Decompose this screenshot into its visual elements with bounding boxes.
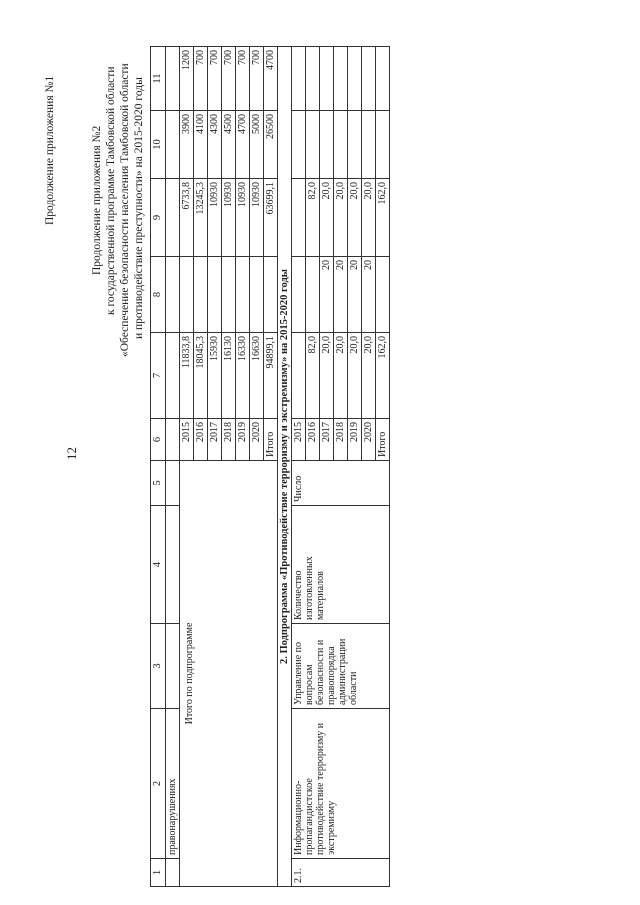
col-number: 10: [151, 111, 166, 179]
itogo-c9: 10930: [222, 179, 236, 257]
itogo-c9: 6733,8: [180, 179, 194, 257]
itogo-c9: 63699,1: [264, 179, 278, 257]
itogo-year: 2016: [194, 419, 208, 461]
page-number: 12: [64, 447, 79, 460]
appendix-line-1: Продолжение приложения №2: [91, 125, 103, 275]
item-year: 2017: [320, 419, 334, 461]
item-row: [292, 47, 306, 887]
item-c9: 82,0: [306, 179, 320, 257]
item-c6: 20: [334, 257, 348, 333]
continuation-row: [166, 47, 180, 887]
item-c7: 82,0: [306, 333, 320, 419]
itogo-c9: 10930: [236, 179, 250, 257]
item-executor: Управление по вопросам безопасности и правопорядка администрации области: [292, 624, 390, 709]
item-c7: [292, 333, 306, 419]
itogo-year: 2015: [180, 419, 194, 461]
subprogram-title: 2. Подпрограмма «Противодействие терроризму и экстремизму» на 2015-2020 годы: [278, 47, 292, 887]
itogo-c9: 13245,3: [194, 179, 208, 257]
item-year: 2016: [306, 419, 320, 461]
itogo-c7: 16330: [236, 333, 250, 419]
col-number: 3: [151, 624, 166, 709]
itogo-c10: 3900: [180, 111, 194, 179]
item-c7: 20,0: [348, 333, 362, 419]
cont-row-text: правонарушениях: [166, 709, 180, 859]
continuation-note: Продолжение приложения №1: [44, 75, 56, 225]
itogo-c9: 10930: [250, 179, 264, 257]
itogo-c7: 16630: [250, 333, 264, 419]
item-year: 2018: [334, 419, 348, 461]
itogo-year: 2020: [250, 419, 264, 461]
item-name: Информационно-пропагандистское противодействие терроризму и экстремизму: [292, 709, 390, 859]
itogo-c11: 4700: [264, 47, 278, 111]
itogo-c11: 1200: [180, 47, 194, 111]
itogo-label: Итого по подпрограмме: [180, 461, 278, 887]
itogo-c7: 94899,1: [264, 333, 278, 419]
itogo-c10: 4700: [236, 111, 250, 179]
col-number: 1: [151, 859, 166, 887]
col-number: 5: [151, 461, 166, 506]
appendix-line-3: «Обеспечение безопасности населения Тамбовской области: [119, 63, 131, 357]
item-c9: 20,0: [362, 179, 376, 257]
itogo-year: Итого: [264, 419, 278, 461]
item-year: 2019: [348, 419, 362, 461]
item-year: 2020: [362, 419, 376, 461]
itogo-year: 2019: [236, 419, 250, 461]
itogo-c9: 10930: [208, 179, 222, 257]
itogo-c7: 11833,8: [180, 333, 194, 419]
itogo-c11: 700: [236, 47, 250, 111]
col-number: 2: [151, 709, 166, 859]
itogo-c7: 16130: [222, 333, 236, 419]
appendix-line-2: к государственной программе Тамбовской области: [105, 66, 117, 315]
col-number: 8: [151, 257, 166, 333]
item-c9: 162,0: [376, 179, 390, 257]
item-c6: 20: [362, 257, 376, 333]
item-number: 2.1.: [292, 859, 390, 887]
item-c7: 20,0: [362, 333, 376, 419]
item-c9: 20,0: [320, 179, 334, 257]
col-number: 6: [151, 419, 166, 461]
column-number-row: [151, 47, 166, 887]
col-number: 9: [151, 179, 166, 257]
itogo-year: 2017: [208, 419, 222, 461]
itogo-c7: 15930: [208, 333, 222, 419]
appendix-line-4: и противодействие преступности» на 2015-2020 годы: [133, 77, 145, 339]
itogo-c11: 700: [222, 47, 236, 111]
item-c7: 162,0: [376, 333, 390, 419]
itogo-c10: 4300: [208, 111, 222, 179]
item-c6: 20: [348, 257, 362, 333]
item-indicator: Количество изготовленных материалов: [292, 506, 390, 624]
program-table: [150, 46, 390, 887]
itogo-c11: 700: [208, 47, 222, 111]
itogo-row: [180, 47, 194, 887]
item-c7: 20,0: [320, 333, 334, 419]
item-c6: 20: [320, 257, 334, 333]
itogo-c10: 5000: [250, 111, 264, 179]
item-c9: 20,0: [334, 179, 348, 257]
itogo-c7: 18045,3: [194, 333, 208, 419]
item-year: Итого: [376, 419, 390, 461]
itogo-c11: 700: [250, 47, 264, 111]
itogo-year: 2018: [222, 419, 236, 461]
col-number: 7: [151, 333, 166, 419]
itogo-c10: 4500: [222, 111, 236, 179]
itogo-c10: 4100: [194, 111, 208, 179]
itogo-c10: 26500: [264, 111, 278, 179]
item-c9: 20,0: [348, 179, 362, 257]
subprogram-title-row: [278, 47, 292, 887]
col-number: 11: [151, 47, 166, 111]
item-c7: 20,0: [334, 333, 348, 419]
item-year: 2015: [292, 419, 306, 461]
col-number: 4: [151, 506, 166, 624]
itogo-c11: 700: [194, 47, 208, 111]
item-c9: [292, 179, 306, 257]
item-unit: Число: [292, 461, 390, 506]
